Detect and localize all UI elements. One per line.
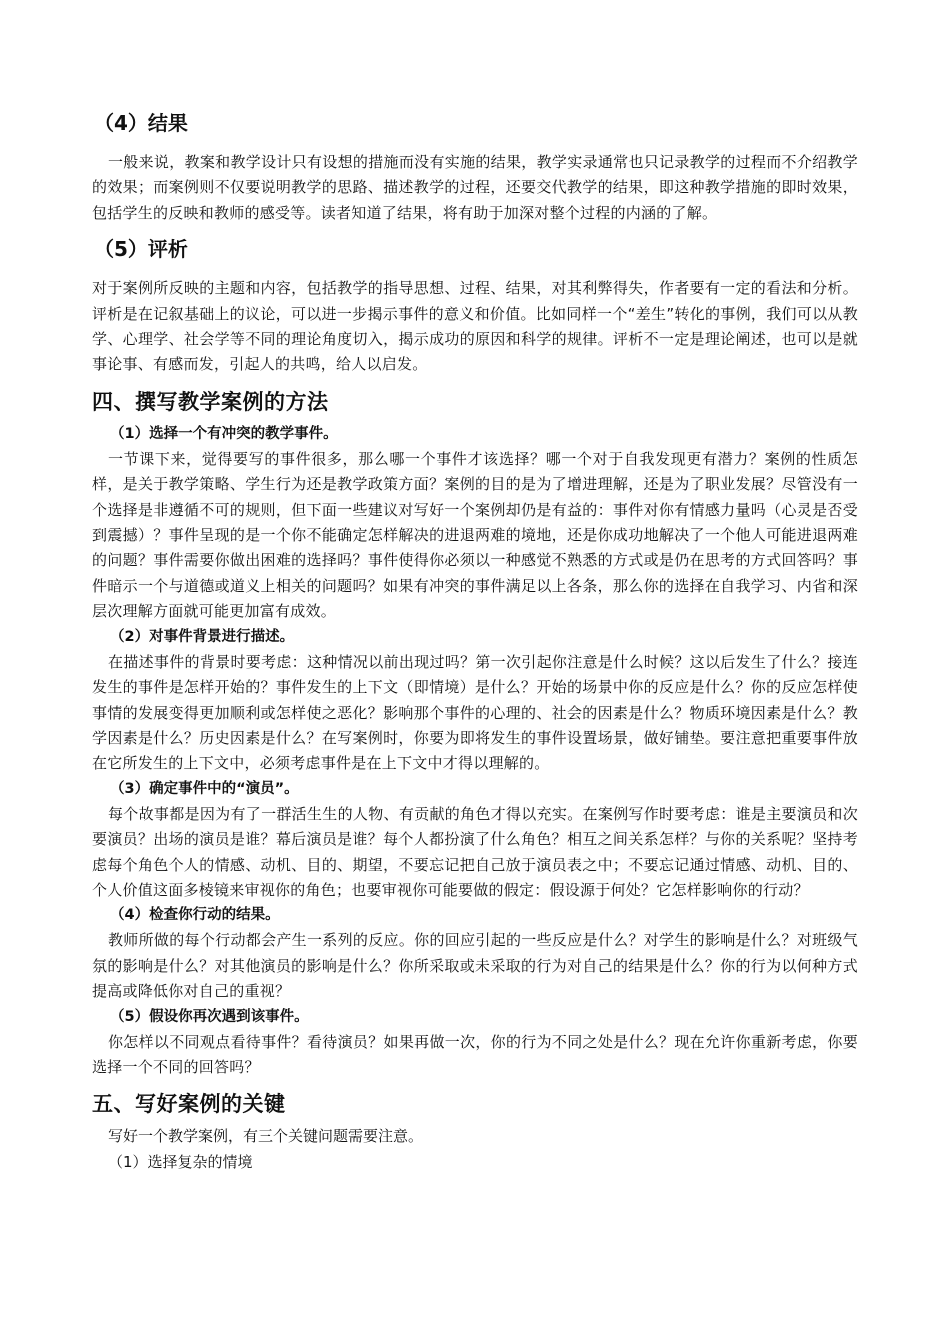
method-item-text: 在描述事件的背景时要考虑：这种情况以前出现过吗？第一次引起你注意是什么时候？这以后发生了什么？接连发生的事件是怎样开始的？事件发生的上下文（即情境）是什么？开始的场景中你的反应是什么？你的反应怎样使事情的发展变得更加顺利或怎样使之恶化？影响那个事件的心理的、社会的因素是什么？物质环境因素是什么？教学因素是什么？历史因素是什么？在写案例时，你要为即将发生的事件设置场景，做好铺垫。要注意把重要事件放在它所发生的上下文中，必须考虑事件是在上下文中才得以理解的。 (92, 652, 858, 773)
paragraph-result: 一般来说，教案和教学设计只有设想的措施而没有实施的结果，教学实录通常也只记录教学的过程而不介绍教学的效果；而案例则不仅要说明教学的思路、描述教学的过程，还要交代教学的结果，即这种教学措施的即时效果，包括学生的反映和教师的感受等。读者知道了结果，将有助于加深对整个过程的内涵的了解。 (92, 153, 858, 222)
method-item-title: （2）对事件背景进行描述。 (110, 628, 295, 645)
keys-intro: 写好一个教学案例，有三个关键问题需要注意。 (108, 1127, 424, 1146)
part-heading-keys: 五、写好案例的关键 (92, 1092, 286, 1117)
method-item-text: 每个故事都是因为有了一群活生生的人物、有贡献的角色才得以充实。在案例写作时要考虑：谁是主要演员和次要演员？出场的演员是谁？幕后演员是谁？每个人都扮演了什么角色？相互之间关系怎样？与你的关系呢？坚持考虑每个角色个人的情感、动机、目的、期望，不要忘记把自己放于演员表之中；不要忘记通过情感、动机、目的、个人价值这面多棱镜来审视你的角色；也要审视你可能要做的假定：假设源于何处？它怎样影响你的行动？ (92, 804, 858, 899)
section-heading-result: （4）结果 (94, 111, 188, 135)
method-item-title: （1）选择一个有冲突的教学事件。 (110, 425, 338, 442)
method-item-title: （4）检查你行动的结果。 (110, 907, 280, 924)
method-item-title: （3）确定事件中的“演员”。 (110, 780, 299, 797)
keys-first-item: （1）选择复杂的情境 (108, 1152, 253, 1171)
method-item-text: 一节课下来，觉得要写的事件很多，那么哪一个事件才该选择？哪一个对于自我发现更有潜力？案例的性质怎样，是关于教学策略、学生行为还是教学政策方面？案例的目的是为了增进理解，还是为了职业发展？尽管没有一个选择是非遵循不可的规则，但下面一些建议对写好一个案例却仍是有益的：事件对你有情感力量吗（心灵是否受到震撼）？事件呈现的是一个你不能确定怎样解决的进退两难的境地，还是你成功地解决了一个他人可能进退两难的问题？事件需要你做出困难的选择吗？事件使得你必须以一种感觉不熟悉的方式或是仍在思考的方式回答吗？事件暗示一个与道德或道义上相关的问题吗？如果有冲突的事件满足以上各条，那么你的选择在自我学习、内省和深层次理解方面就可能更加富有成效。 (92, 449, 858, 621)
method-item-text: 你怎样以不同观点看待事件？看待演员？如果再做一次，你的行为不同之处是什么？现在允许你重新考虑，你要选择一个不同的回答吗？ (92, 1032, 858, 1076)
method-item-text: 教师所做的每个行动都会产生一系列的反应。你的回应引起的一些反应是什么？对学生的影响是什么？对班级气氛的影响是什么？对其他演员的影响是什么？你所采取或未采取的行为对自己的结果是什么？你的行为以何种方式提高或降低你对自己的重视？ (92, 931, 858, 1001)
section-heading-evaluation: （5）评析 (94, 237, 188, 262)
part-heading-writing-method: 四、撰写教学案例的方法 (92, 389, 329, 414)
method-item-title: （5）假设你再次遇到该事件。 (110, 1008, 309, 1025)
paragraph-evaluation: 对于案例所反映的主题和内容，包括教学的指导思想、过程、结果，对其利弊得失，作者要有一定的看法和分析。评析是在记叙基础上的议论，可以进一步揭示事件的意义和价值。比如同样一个“差生”转化的事例，我们可以从教学、心理学、社会学等不同的理论角度切入，揭示成功的原因和科学的规律。评析不一定是理论阐述，也可以是就事论事、有感而发，引起人的共鸣，给人以启发。 (92, 279, 858, 374)
